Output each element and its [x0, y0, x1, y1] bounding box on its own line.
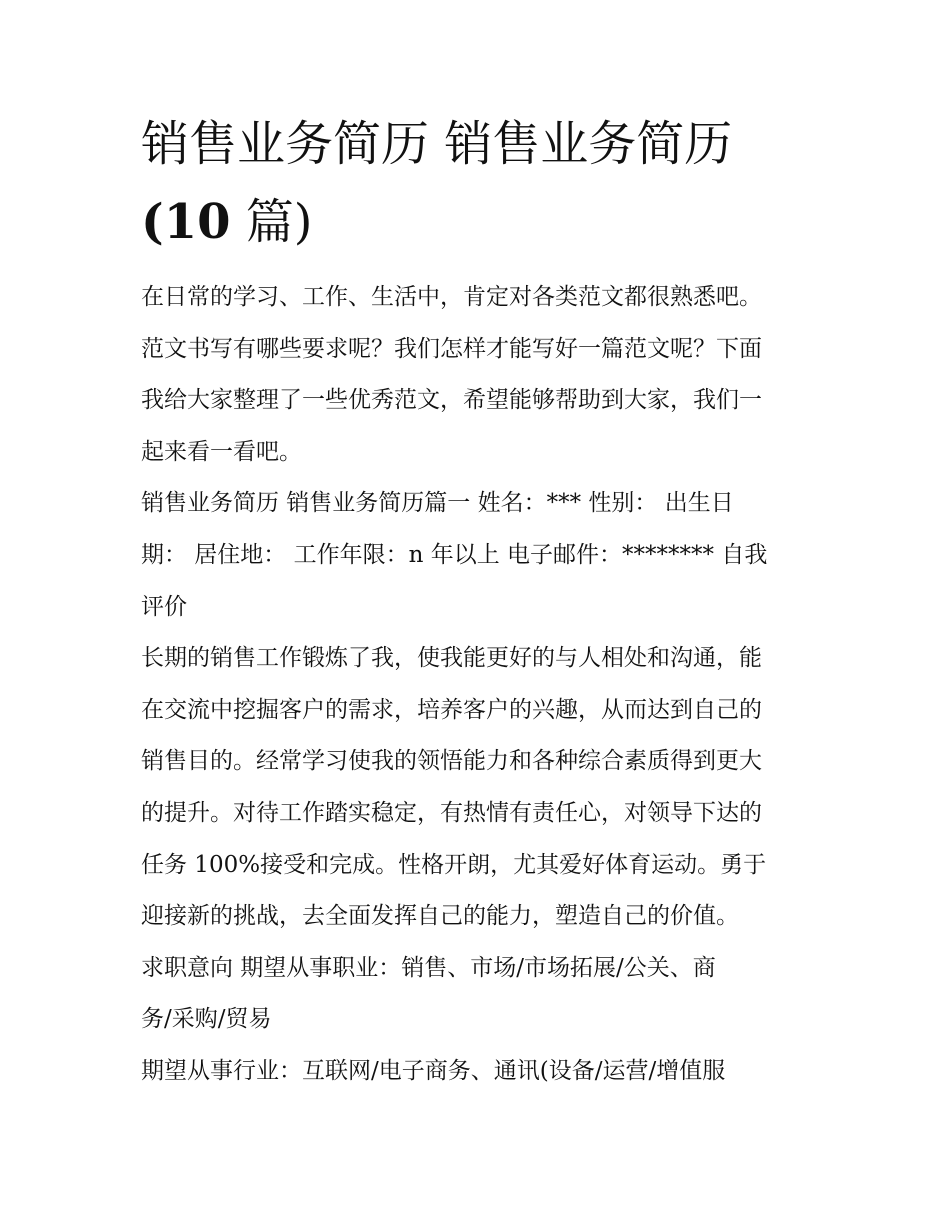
personal-info-paragraph — [141, 478, 821, 633]
title-line-2 — [141, 190, 821, 254]
text-line: 在日常的学习、工作、生活中，肯定对各类范文都很熟悉吧。 — [141, 284, 762, 310]
text-line: 评价 — [141, 593, 187, 620]
self-evaluation-paragraph — [141, 633, 821, 943]
text-line: 的提升。对待工作踏实稳定，有热情有责任心，对领导下达的 — [141, 799, 762, 826]
text-line: 期： 居住地： 工作年限：n 年以上 电子邮件：******** 自我 — [141, 541, 768, 568]
text-line: 长期的销售工作锻炼了我，使我能更好的与人相处和沟通，能 — [141, 645, 762, 672]
text-line: 期望从事行业：互联网/电子商务、通讯(设备/运营/增值服 — [141, 1057, 726, 1084]
document-page — [141, 112, 821, 1098]
text-line: 范文书写有哪些要求呢？我们怎样才能写好一篇范文呢？下面 — [141, 335, 762, 362]
industry-paragraph — [141, 1046, 821, 1098]
text-line: 迎接新的挑战，去全面发挥自己的能力，塑造自己的价值。 — [141, 903, 739, 930]
text-line: 在交流中挖掘客户的需求，培养客户的兴趣，从而达到自己的 — [141, 696, 762, 723]
text-line: 我给大家整理了一些优秀范文，希望能够帮助到大家，我们一 — [141, 387, 762, 414]
text-line: 求职意向 期望从事职业：销售、市场/市场拓展/公关、商 — [141, 954, 716, 981]
intro-paragraph — [141, 272, 821, 478]
text-line: 任务 100%接受和完成。性格开朗，尤其爱好体育运动。勇于 — [141, 851, 767, 878]
text-line: 务/采购/贸易 — [141, 1006, 272, 1033]
text-line: 销售目的。经常学习使我的领悟能力和各种综合素质得到更大 — [141, 748, 762, 775]
title-count: (10 — [141, 194, 231, 250]
job-intention-paragraph — [141, 943, 821, 1046]
document-title — [141, 112, 821, 254]
text-line: 销售业务简历 销售业务简历篇一 姓名：*** 性别： 出生日 — [141, 490, 734, 517]
title-suffix: 篇) — [230, 194, 313, 250]
text-line: 起来看一看吧。 — [141, 438, 302, 465]
title-line-1: 销售业务简历 销售业务简历 — [141, 116, 733, 172]
